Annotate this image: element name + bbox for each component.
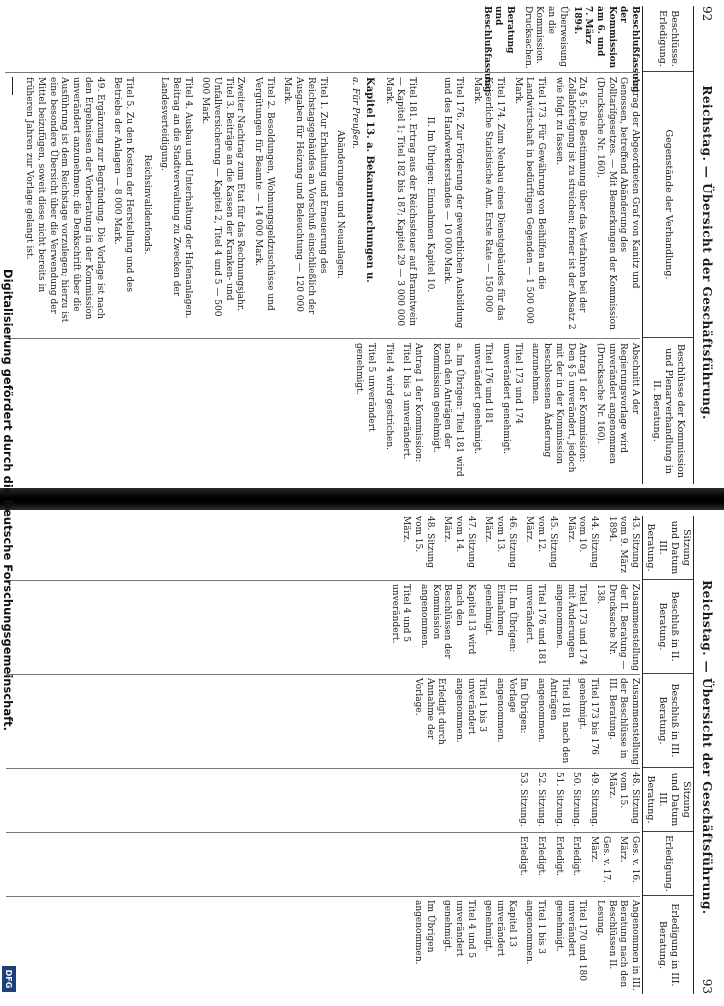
erledigung-cell: Ges. v. 16. März. [618, 836, 640, 883]
right-col-6 [6, 896, 640, 1006]
right-running-title: Reichstag. — Übersicht der Geschäftsführung. [700, 580, 714, 915]
erledigung-cell: Erledigt. [518, 836, 529, 876]
session-cell: 46. Sitzung vom 13. März. [483, 516, 517, 568]
decision-cell: Titel 173 und 174 mit Änderungen angenommen. [553, 584, 588, 665]
section-entry: Zweiter Nachtrag zum Etat für das Rechnungsjahr. Titel 3. Beiträge an die Kassen der Kranken- und Unfallversicherung — Kapitel 2, Titel 4 und 5 — 500 000 Mark. [200, 77, 246, 317]
left-body [6, 6, 640, 484]
session-cell: 47. Sitzung vom 14. März. [442, 516, 476, 568]
decision-cell: II. Im Übrigen: Einnahmen genehmigt. [483, 584, 517, 653]
right-body [6, 516, 640, 994]
digitization-credit: Digitalisierung gefördert durch die Deutsche Forschungsgemeinschaft. [1, 269, 15, 731]
commission-note: Abschnitt A der Regierungsvorlage wird unverändert angenommen (Drucksache Nr. 160). [594, 343, 640, 464]
margin-note [521, 6, 640, 93]
session-cell: 50. Sitzung. [571, 772, 582, 827]
entry-text: Titel 176. Zur Förderung der gewerblichen Ausbildung und des Handwerkerstandes — 10 000 Mark. [442, 77, 465, 329]
decision-cell: Kapitel 13 wird nach den Beschlüssen der Kommission angenommen. [419, 584, 476, 659]
session-cell: 53. Sitzung. [518, 772, 529, 827]
section-entry: Titel 4. Ausbau und Unterhaltung der Hafenanlagen. Beitrag an die Stadtverwaltung zu Zwecken der Landesverteidigung. [159, 77, 193, 319]
left-main-column [5, 72, 640, 332]
page-fold [0, 488, 724, 512]
right-page-number: 93 [700, 978, 714, 994]
section-entry: Reichsinvalidenfonds. [141, 154, 152, 255]
margin-note [480, 6, 516, 96]
right-colhead-5: Erledigung. [643, 832, 693, 896]
commission-note: Titel 4 wird gestrichen. [383, 343, 394, 450]
entry-text: Titel 173. Für Gewährung von Beihilfen an die Landwirtschaft in bedürftigen Gegenden — 1 500 000 Mark. [512, 77, 547, 324]
left-column-headers [642, 6, 694, 484]
entry-text: Titel 181. Ertrag aus der Reichssteuer auf Branntwein — Kapitel 1; Titel 182 bis 187; Kapitel 29 — 3 000 000 Mark. [383, 77, 417, 327]
section-entry: Titel 5. Zu den Kosten der Herstellung und des Betriebs der Anlagen — 8 000 Mark. [112, 77, 134, 292]
entry-text: Antrag der Abgeordneten Graf von Kanitz und Genossen, betreffend Abänderung des Zolltarifgesetzes. — Mit Bemerkungen der Kommission (Drucksache Nr. 160). [594, 77, 640, 330]
session-cell: 51. Sitzung. [553, 772, 564, 827]
session-cell: 48. Sitzung vom 15. März. [606, 772, 640, 824]
margin-note-title: Beschlußfassung der Kommission am 6. und 7. März 1894. [571, 6, 640, 93]
erledigung-cell: Titel 1 bis 3 angenommen. [524, 900, 547, 965]
commission-note: Titel 176 und 181 unverändert genehmigt. [471, 343, 494, 454]
left-running-title: Reichstag. — Übersicht der Geschäftsführung. [700, 85, 714, 420]
entry-text: II. Im Übrigen: Einnahmen Kapitel 10. [424, 116, 435, 293]
right-colhead-3: Beschluß in III. Beratung. [643, 674, 693, 768]
erledigung-cell: Erledigt. [571, 836, 582, 876]
erledigung-cell: Titel 170 und 180 unverändert genehmigt. [553, 900, 588, 981]
right-page-header [696, 516, 718, 994]
commission-note: Titel 5 unverändert genehmigt. [354, 343, 376, 432]
decision-cell: Titel 4 und 5 unverändert. [389, 584, 412, 644]
decision-cell: Titel 1 bis 3 unverändert angenommen. [454, 678, 488, 743]
right-col-2 [6, 580, 640, 670]
erledigung-cell: Titel 4 und 5 unverändert genehmigt. [442, 900, 476, 959]
left-commission-column [5, 338, 640, 478]
section-entry: Abänderungen und Neuanlagen. [335, 130, 346, 279]
commission-note: Antrag 1 der Kommission: Den § 5 unverändert, jedoch mit der in der Kommission beschlossenen Änderung anzunehmen. [530, 343, 588, 473]
erledigung-cell: Ges. v. 17. März. [588, 836, 611, 883]
entry-text: Zu § 5: Die Bestimmung über das Verfahren bei der Zollabfertigung ist zu streichen; ferner ist der Absatz 2 wie folgt zu fassen. [553, 77, 588, 330]
session-cell: 48. Sitzung vom 15. März. [401, 516, 435, 568]
decision-cell: Im Übrigen: Vorlage angenommen. [495, 678, 529, 743]
left-page-number: 92 [700, 6, 714, 22]
decision-cell: Zusammenstellung der II. Beratung — Drucksache Nr. 138. [594, 584, 640, 671]
section-entry: Titel 1. Zur Erhaltung und Erneuerung des Reichstagsgebäudes an Vorschuß einschließlich der Ausgaben für Heizung und Beleuchtung — 120 000 Mark. [282, 77, 328, 315]
right-page [0, 510, 724, 1000]
left-page-header [696, 6, 718, 484]
left-page [0, 0, 724, 490]
left-colhead-2: Gegenstände der Verhandlung. [643, 72, 693, 338]
session-cell: 44. Sitzung vom 10. März. [565, 516, 599, 568]
right-col-3 [6, 674, 640, 764]
decision-cell: Titel 173 bis 176 genehmigt. [577, 678, 599, 755]
section-entry: Titel 2. Besoldungen, Wohnungsgeldzuschüsse und Vergütungen für Beamte — 14 000 Mark. [253, 77, 275, 311]
section-entry: 49. Ergänzung zur Begründung. Die Vorlage ist nach den Ergebnissen der Vorberatung in der Kommission unverändert anzunehmen; die Denkschrift über die Ausführung ist dem Reichstage vorzulegen; hierzu ist eine besondere Übersicht über die Verwendung der Mittel beizufügen, soweit diese nicht bereits in früheren Jahren zur Vorlage gelangt ist. [24, 77, 105, 323]
session-cell: 45. Sitzung vom 12. März. [524, 516, 558, 568]
erledigung-cell: Angenommen in III. Beratung nach den Beschlüssen II. Lesung. [594, 900, 640, 991]
commission-note: Antrag 1 der Kommission: Titel 1 bis 3 unverändert. [401, 343, 423, 463]
left-colhead-1: Beschlüsse. Erledigung. [643, 6, 693, 72]
right-col-5 [6, 832, 640, 892]
section-title: Kapitel 13. a. Bekanntmachungen u. [363, 77, 375, 283]
commission-note: a. Im Übrigen: Titel 181 wird nach den Anträgen der Kommission genehmigt. [430, 343, 465, 477]
erledigung-cell: Im Übrigen angenommen. [413, 900, 435, 965]
erledigung-cell: Erledigt. [535, 836, 546, 876]
decision-cell: Titel 176 und 181 unverändert. [524, 584, 547, 665]
decision-cell: Titel 181 nach den Anträgen angenommen. [536, 678, 570, 764]
session-cell: 52. Sitzung. [535, 772, 546, 827]
erledigung-cell: Kapitel 13 unverändert genehmigt. [483, 900, 517, 957]
right-col-4 [6, 768, 640, 828]
decision-cell: Zusammenstellung der Beschlüsse in III. Beratung. [606, 678, 640, 765]
right-colhead-1: Sitzung und Datum III. Beratung. [643, 516, 693, 580]
left-colhead-3: Beschlüsse der Kommission und Plenarverhandlung in II. Beratung. [651, 344, 686, 478]
right-colhead-4: Sitzung und Datum III. Beratung. [643, 768, 693, 832]
right-col-1 [6, 516, 640, 576]
margin-note-sub: Überweisung an die Kommission. Drucksachen. [522, 6, 568, 69]
section-subtitle: a. Für Preußen. [349, 77, 360, 149]
left-margin-column [5, 6, 640, 96]
commission-note: Titel 173 und 174 unverändert genehmigt. [501, 343, 523, 454]
erledigung-cell: Erledigt. [553, 836, 564, 876]
right-column-headers [642, 516, 694, 994]
margin-note-title: Beratung und Beschlußfassung. [481, 6, 516, 96]
right-colhead-2: Beschluß in II. Beratung. [643, 580, 693, 674]
entry-text: Titel 174. Zum Neubau eines Dienstgebäudes für das Kaiserliche Statistische Amt. Erste Rate — 150 000 Mark. [471, 77, 506, 321]
right-colhead-6: Erledigung in III. Beratung. [657, 903, 680, 987]
session-cell: 49. Sitzung. [588, 772, 599, 827]
decision-cell: Erledigt durch Annahme der Vorlage. [413, 678, 447, 745]
dfg-logo-badge: DFG [2, 966, 16, 992]
session-cell: 43. Sitzung vom 9. März 1894. [606, 516, 640, 573]
